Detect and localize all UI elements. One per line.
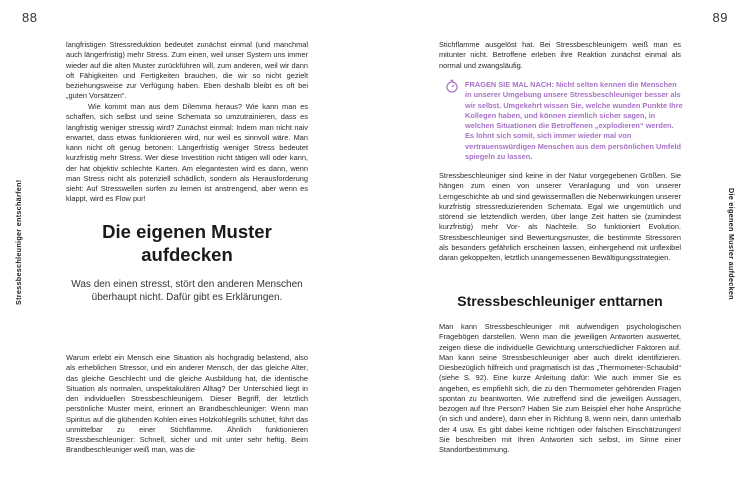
- page-number-left: 88: [22, 10, 38, 25]
- left-paragraph-1: langfristigen Stressreduktion bedeutet zunächst einmal (und manchmal auch längerfristig) mehr Stress. Zum einen, weil unser System uns immer wieder auf die alten Muster zurückführen will, zum anderen, weil wir dann oft Fähigkeiten und Fertigkeiten brauchen, die wir so nicht gezielt beziehungsweise zur Verfügung haben. Eben deshalb bleibt es oft bei „guten Vorsätzen“.: [66, 40, 308, 101]
- side-label-left: Stressbeschleuniger entschärfen!: [14, 179, 23, 305]
- tip-heading: FRAGEN SIE MAL NACH:: [465, 80, 554, 89]
- right-paragraph-1: Stichflamme ausgelöst hat. Bei Stressbeschleunigern weiß man es mitunter nicht. Betroffene erleben ihre Reaktion zunächst einmal als normal und zwangsläufig.: [439, 40, 681, 70]
- section-subheading: Was den einen stresst, stört den anderen Menschen überhaupt nicht. Dafür gibt es Erklärungen.: [71, 279, 303, 303]
- right-paragraph-3: Man kann Stressbeschleuniger mit aufwendigen psychologischen Fragebögen darstellen. Wenn man die jeweiligen Antworten auswertet, zeigen diese die individuelle Gewichtung unterschiedlicher Faktoren auf. Man kann seine Stressbeschleuniger aber auch direkt identifizieren. Diesbezüglich hilfreich und pragmatisch ist das „Thermometer-Schaubild“ (siehe S. 92). Eine kurze Anleitung dafür: Wie auch immer Sie es angehen, es empfiehlt sich, die zu den Thermometer gehörenden Fragen spontan zu beantworten. Wie zutreffend sind die jeweiligen Aussagen, bezogen auf Ihre Person? Haben Sie zum Beispiel eher hohe Ansprüche (in sich und andere), dann eher in Richtung 8, wenn nein, dann unterhalb der 4 usw. Es gibt dabei keine richtigen oder falschen Einschätzungen! Sie beschreiben mit Ihren Antworten sich selbst, im Sinne einer Standortbestimmung.: [439, 322, 681, 454]
- page-number-right: 89: [712, 10, 728, 25]
- tip-box: [465, 80, 683, 162]
- tip-text: Nicht selten kennen die Menschen in unserer Umgebung unsere Stressbeschleuniger besser als wir selbst. Umgekehrt wissen Sie, welche wunden Punkte Ihre Kollegen haben, und können ziemlich sicher sagen, in welchen Situationen die Betroffenen „explodieren“ werden. Es lohnt sich somit, sich immer wieder mal von vertrauenswürdigen Menschen aus dem persönlichen Umfeld spiegeln zu lassen.: [465, 80, 683, 161]
- section-heading-left: Die eigenen Muster aufdecken: [102, 221, 272, 265]
- left-paragraph-2: Wie kommt man aus dem Dilemma heraus? Wie kann man es schaffen, sich selbst und seine Schemata so umzutrainieren, dass es langfristig weniger stressig wird? Zunächst einmal: Indem man nicht naiv erwartet, dass etwas funktionieren wird, nur weil es sinnvoll wäre. Man kann nicht oft genug betonen: Längerfristig weniger Stress bedeutet kurzfristig mehr Stress. Wer diese Investition nicht tätigen will oder kann, der hat objektiv schlechte Karten. Am elegantesten wird es dann, wenn man Stress nicht als potenziell schädlich, sondern als Herausforderung sieht: Auf Stresswellen surfen zu lernen ist anstrengend, aber wenn es klappt, wird es Flow pur!: [66, 102, 308, 204]
- right-paragraph-2: Stressbeschleuniger sind keine in der Natur vorgegebenen Größen. Sie hängen zum einen von unserer Veranlagung und von unserer Lerngeschichte ab und sind gewissermaßen die Nebenwirkungen unserer kurzfristig stressreduzierenden Schemata. Egal wie ungemütlich und störend sie letztendlich werden, über lange Zeit hatten sie (zumindest kurzfristig) mehr Vor- als Nachteile. So funktioniert Evolution. Stressbeschleuniger sind Bewertungsmuster, die bestimmte Stressoren als besonders gefährlich erscheinen lassen, einhergehend mit unflexibel daran gekoppelten, letztlich unangemessenen Bewältigungsstrategien.: [439, 171, 681, 262]
- side-label-right: Die eigenen Muster aufdecken: [727, 188, 736, 300]
- left-paragraph-3: Warum erlebt ein Mensch eine Situation als hochgradig belastend, also als erheblichen Stressor, und ein anderer Mensch, der das gleiche Alter, das gleiche Geschlecht und die gleiche Ausbildung hat, die identische Situation als normalen, unspektakulären Alltag? Der Unterschied liegt in den individuellen Stressbeschleunigern. Dieser Begriff, der letztlich persönliche Muster meint, erinnert an Brandbeschleuniger: Wenn man Spiritus auf die glühenden Kohlen eines Holzkohlegrills schüttet, führt das unmittelbar zu einer Stichflamme. Ähnlich funktionieren Stressbeschleuniger: Schnell, sicher und mit unter sehr heftig. Beim Brandbeschleuniger weiß man, was die: [66, 353, 308, 455]
- section-heading-right: Stressbeschleuniger enttarnen: [457, 293, 663, 309]
- stopwatch-icon: [445, 79, 459, 93]
